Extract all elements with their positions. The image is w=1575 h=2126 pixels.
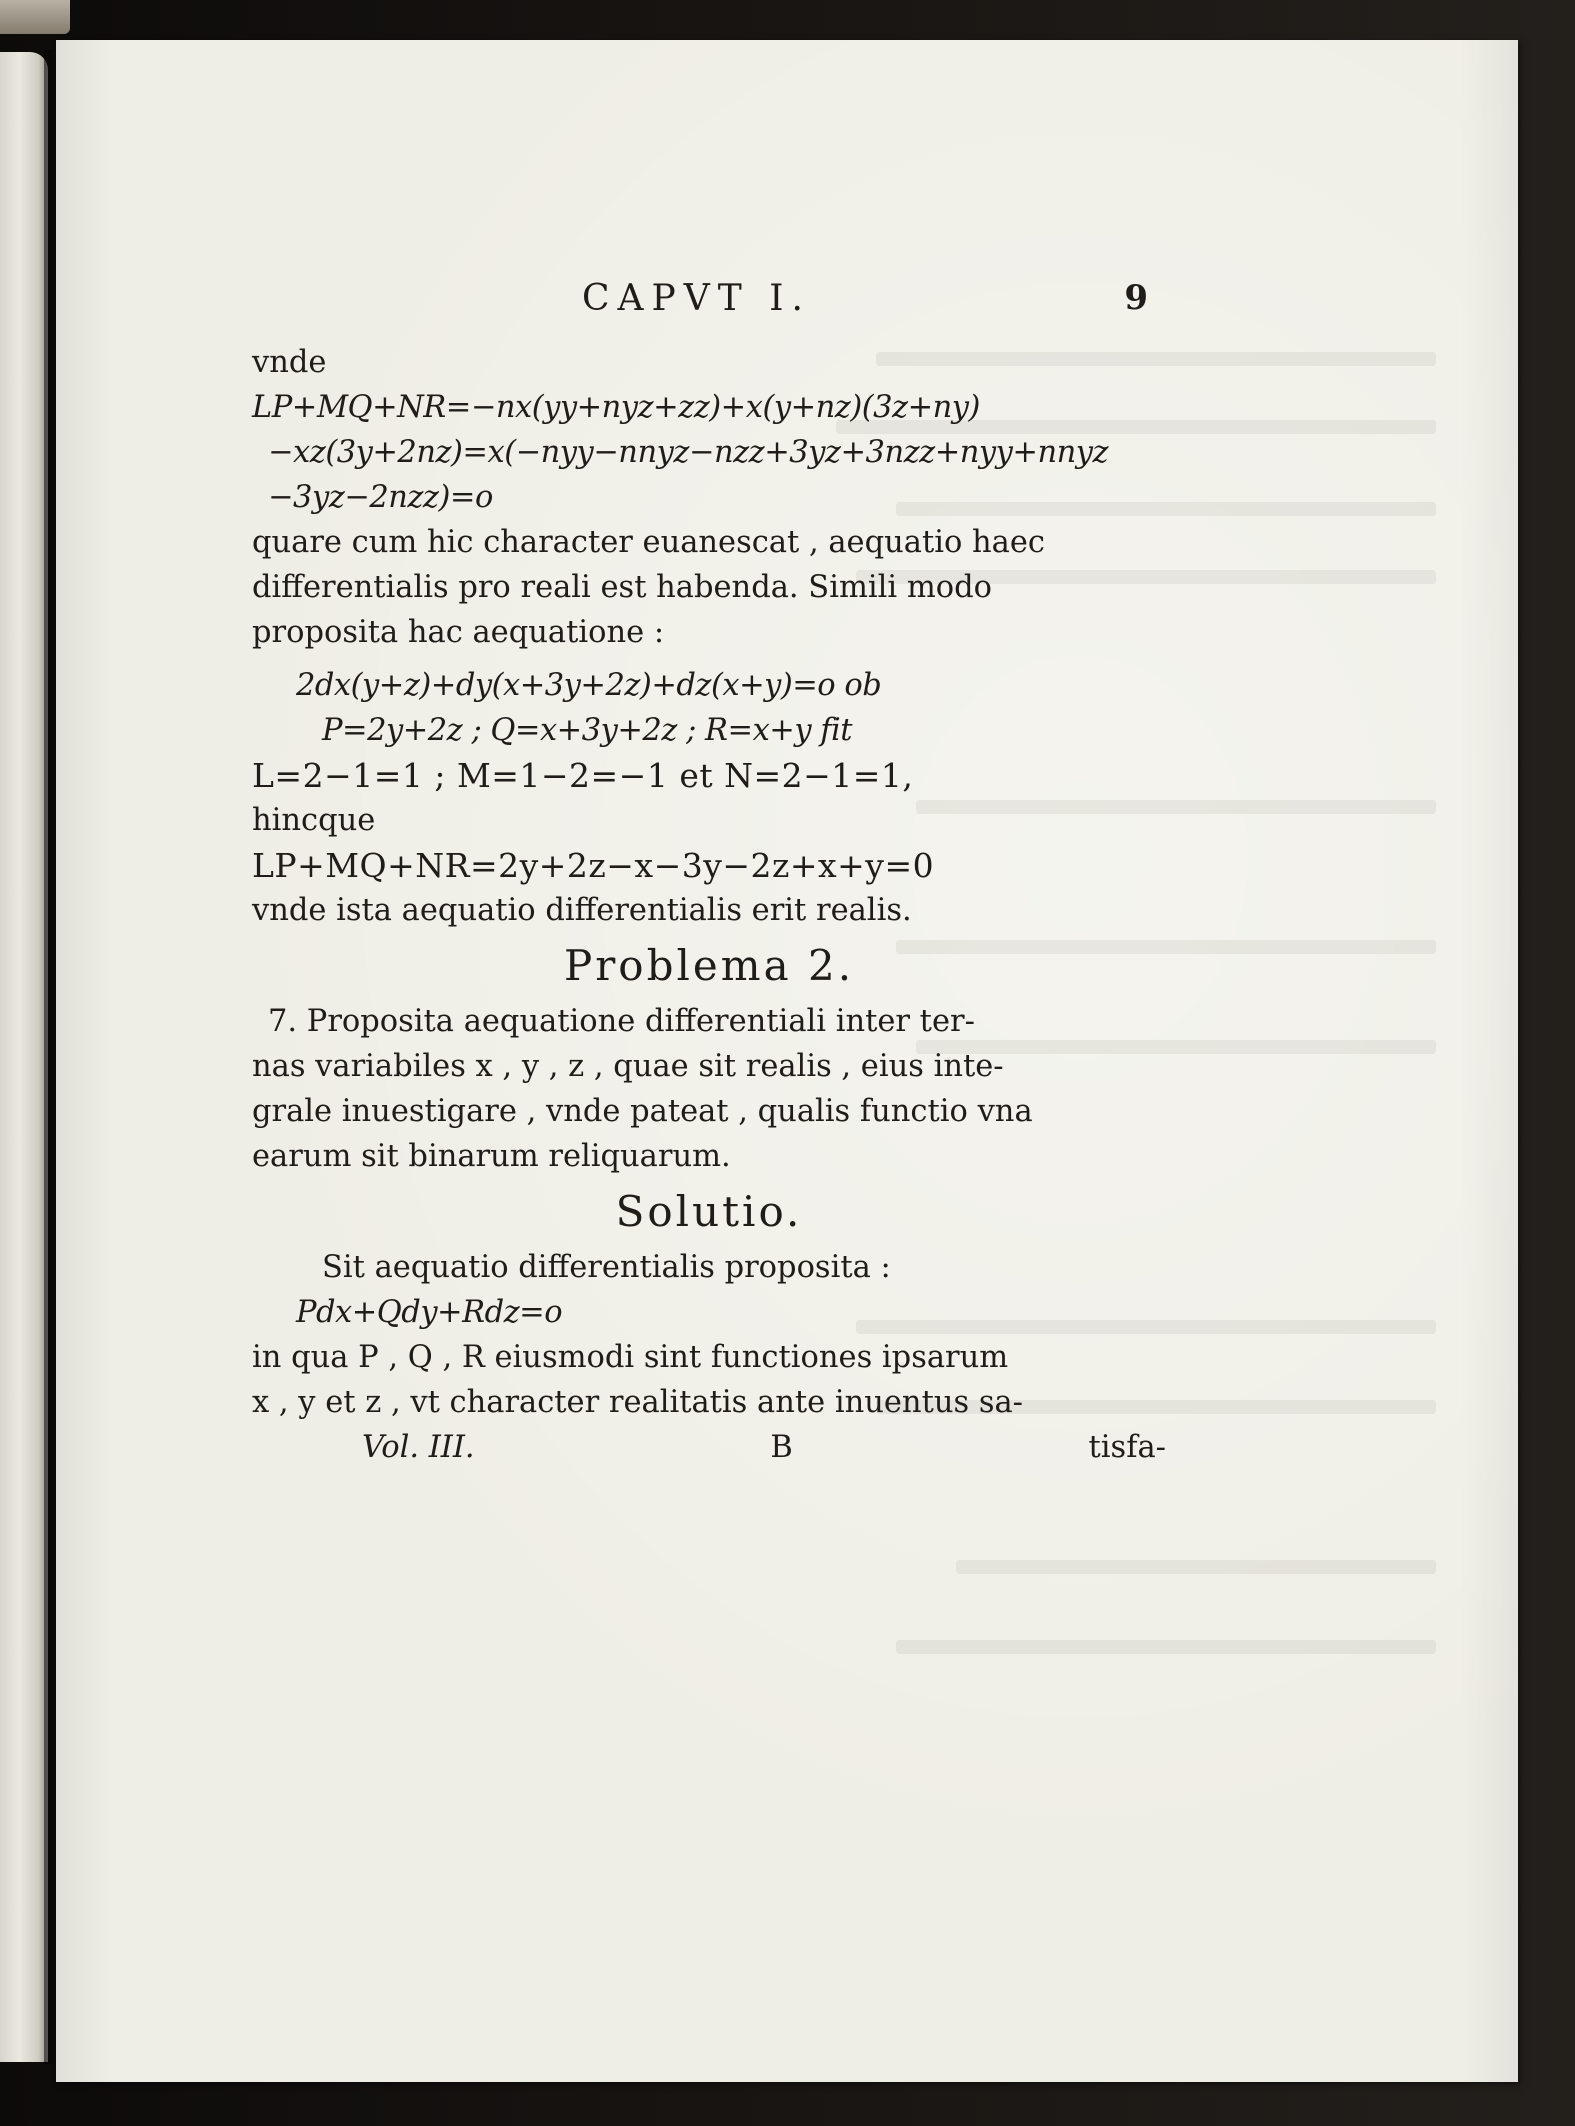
equation-line: −xz(3y+2nz)=x(−nyy−nnyz−nzz+3yz+3nzz+nyy+nnyz — [268, 435, 1109, 470]
equation-line: LP+MQ+NR=−nx(yy+nyz+zz)+x(y+nz)(3z+ny) — [252, 390, 980, 425]
text-line: vnde ista aequatio differentialis erit realis. — [252, 893, 912, 928]
catchword: tisfa- — [1088, 1430, 1166, 1465]
text-line: vnde — [252, 345, 327, 380]
book-page — [56, 40, 1518, 2082]
text-line: differentialis pro reali est habenda. Simili modo — [252, 570, 992, 605]
text-line: grale inuestigare , vnde pateat , qualis functio vna — [252, 1094, 1033, 1129]
page-content — [252, 278, 1166, 1470]
facing-page-edge — [0, 52, 48, 2062]
text-line: Sit aequatio differentialis proposita : — [322, 1250, 891, 1285]
equation-line: LP+MQ+NR=2y+2z−x−3y−2z+x+y=0 — [252, 846, 935, 885]
volume-label: Vol. III. — [362, 1430, 475, 1465]
section-heading: Solutio. — [615, 1187, 803, 1236]
equation-line: Pdx+Qdy+Rdz=o — [296, 1295, 563, 1330]
text-line: proposita hac aequatione : — [252, 615, 665, 650]
page-number: 9 — [1124, 278, 1148, 318]
text-line: 7. Proposita aequatione differentiali inter ter- — [268, 1004, 975, 1039]
equation-line: P=2y+2z ; Q=x+3y+2z ; R=x+y fit — [322, 713, 853, 748]
text-line: hincque — [252, 803, 376, 838]
page-footer — [252, 1425, 1166, 1470]
text-line: nas variabiles x , y , z , quae sit realis , eius inte- — [252, 1049, 1004, 1084]
text-line: in qua P , Q , R eiusmodi sint functiones ipsarum — [252, 1340, 1009, 1375]
text-line: quare cum hic character euanescat , aequatio haec — [252, 525, 1045, 560]
running-head: CAPVT I. — [582, 278, 811, 319]
text-line: x , y et z , vt character realitatis ante inuentus sa- — [252, 1385, 1023, 1420]
equation-line: −3yz−2nzz)=o — [268, 480, 493, 515]
equation-line: L=2−1=1 ; M=1−2=−1 et N=2−1=1, — [252, 756, 914, 795]
page-header — [252, 278, 1166, 330]
top-ribbon — [0, 0, 70, 34]
signature-mark: B — [770, 1430, 793, 1465]
equation-line: 2dx(y+z)+dy(x+3y+2z)+dz(x+y)=o ob — [296, 668, 882, 703]
text-line: earum sit binarum reliquarum. — [252, 1139, 731, 1174]
section-heading: Problema 2. — [563, 941, 855, 990]
